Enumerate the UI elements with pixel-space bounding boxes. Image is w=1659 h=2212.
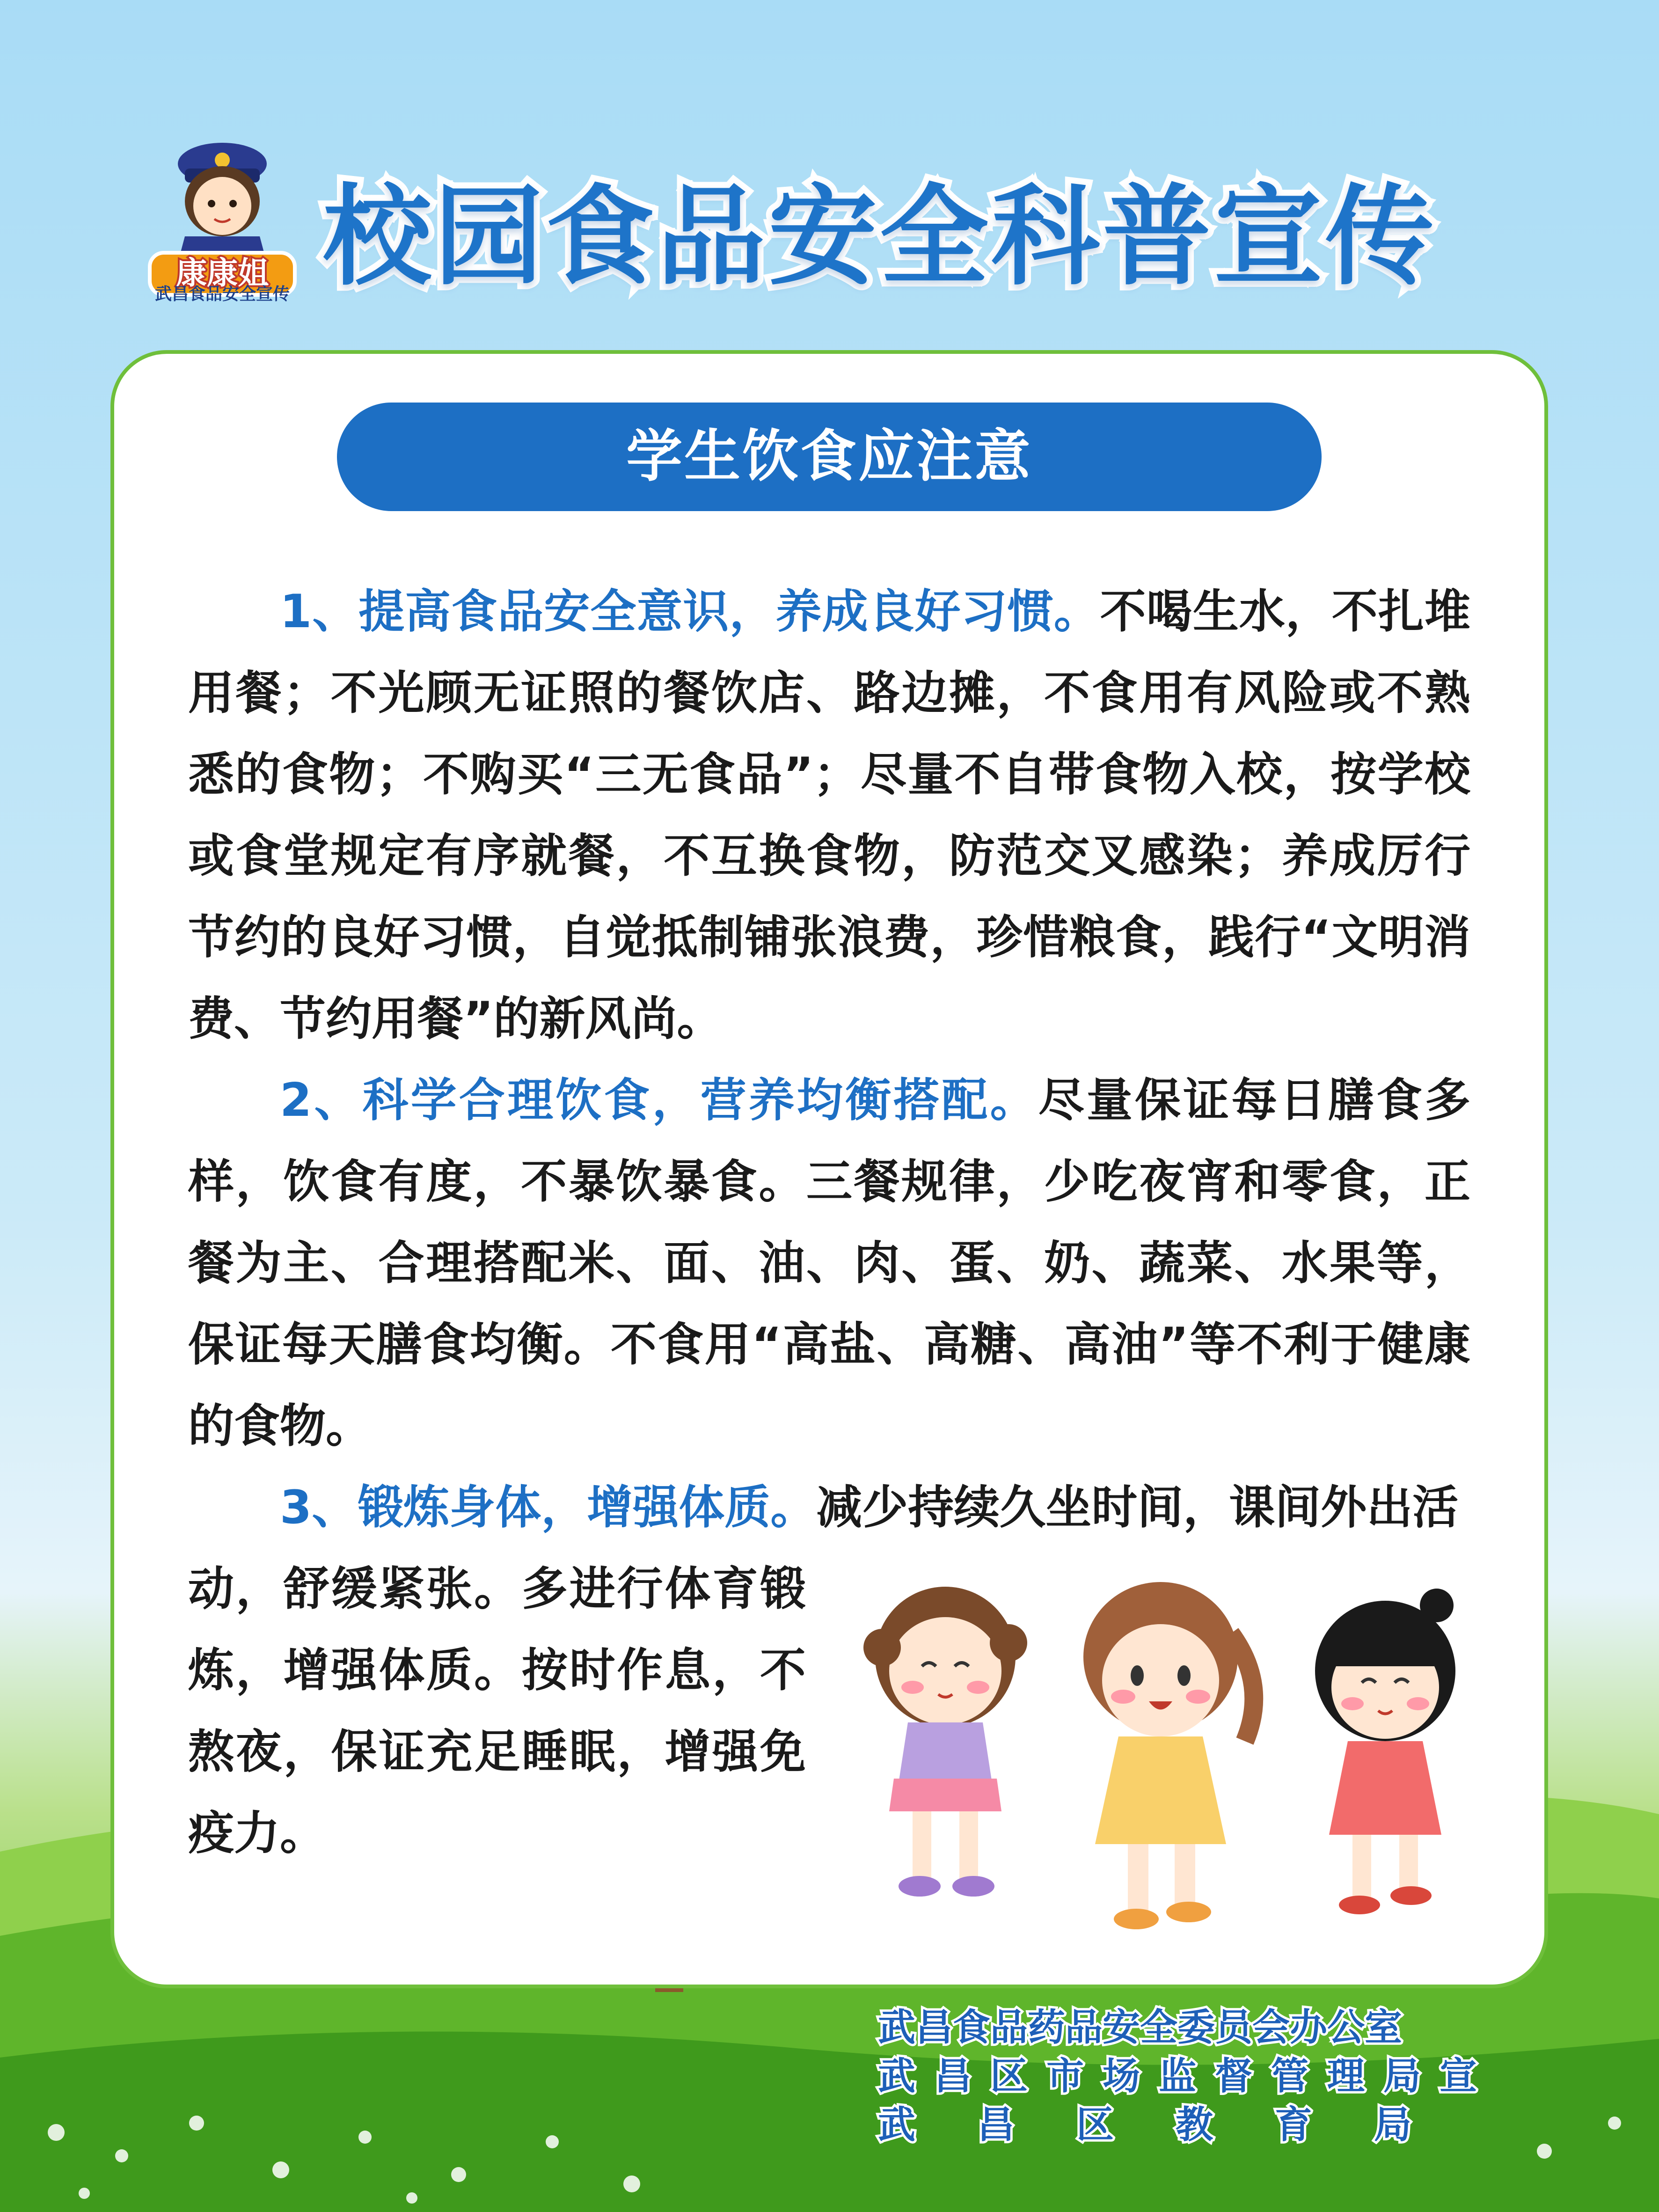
footer-issuers [878,2003,1477,2149]
footer-line-3-char: 教 [1176,2103,1213,2146]
girl-3-figure [1315,1589,1455,1914]
footer-line-3-char: 育 [1275,2103,1312,2146]
footer-line-3 [878,2101,1411,2149]
footer-line-2-char: 市 [1046,2054,1084,2098]
footer-line-2-char: 武 [878,2054,915,2098]
paragraph-2-body: 尽量保证每日膳食多样，饮食有度，不暴饮暴食。三餐规律，少吃夜宵和零食，正餐为主、合理搭配米、面、油、肉、蛋、奶、蔬菜、水果等，保证每天膳食均衡。不食用“高盐、高糖、高油”等不利于健康的食物。 [188,1074,1470,1453]
footer-line-2-char: 局 [1383,2054,1421,2098]
footer-line-2-char: 监 [1159,2054,1196,2098]
footer-line-2 [878,2052,1477,2101]
logo-brand-text: 康康姐 [176,255,269,291]
footer-line-2-char: 管 [1271,2054,1308,2098]
page-title: 校园食品安全科普宣传 [323,174,1437,300]
paragraph-3 [188,1467,1470,1548]
girl-1-figure [863,1587,1027,1897]
footer-line-2-char: 宣 [1440,2054,1477,2098]
paragraph-1 [188,571,1470,1060]
paragraph-2 [188,1060,1470,1467]
footer-line-2-char: 昌 [934,2054,972,2098]
paragraph-1-lead: 1、提高食品安全意识，养成良好习惯。 [280,585,1100,638]
paragraph-1-body: 不喝生水，不扎堆用餐；不光顾无证照的餐饮店、路边摊，不食用有风险或不熟悉的食物；不购买“三无食品”；尽量不自带食物入校，按学校或食堂规定有序就餐，不互换食物，防范交叉感染；养成厉行节约的良好习惯，自觉抵制铺张浪费，珍惜粮食，践行“文明消费、节约用餐”的新风尚。 [188,585,1470,1046]
paragraph-3-lead: 3、锻炼身体，增强体质。 [280,1481,817,1534]
footer-line-2-char: 场 [1103,2054,1140,2098]
logo-caption: 武昌食品安全宣传 [154,285,290,304]
footer-line-2-char: 区 [990,2054,1028,2098]
footer-line-2-char: 督 [1215,2054,1252,2098]
footer-line-3-char: 区 [1076,2103,1114,2146]
footer-line-1: 武昌食品药品安全委员会办公室 [878,2006,1402,2049]
paragraph-3-continued: 动，舒缓紧张。多进行体育锻炼，增强体质。按时作息，不熬夜，保证充足睡眠，增强免疫力。 [188,1562,806,1860]
footer-line-3-char: 武 [878,2103,915,2146]
paragraph-2-lead: 2、科学合理饮食，营养均衡搭配。 [280,1074,1038,1127]
section-heading: 学生饮食应注意 [337,403,1322,511]
footer-line-3-char: 局 [1374,2103,1411,2146]
footer-line-2-char: 理 [1327,2054,1365,2098]
paragraph-3-body: 减少持续久坐时间，课间外出活 [816,1481,1459,1534]
children-illustration [833,1563,1507,1947]
girl-2-figure [1083,1582,1254,1929]
footer-line-3-char: 昌 [977,2103,1015,2146]
